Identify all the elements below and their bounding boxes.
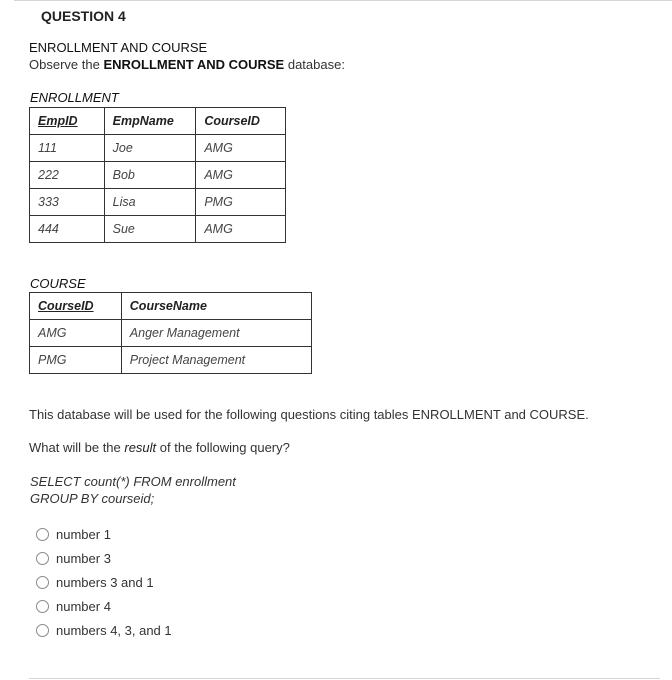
- sql-line: GROUP BY courseid;: [30, 491, 155, 506]
- table-header-row: [30, 293, 312, 320]
- bottom-divider: [29, 678, 660, 679]
- table-row: [30, 320, 312, 347]
- observe-instruction: [29, 57, 345, 72]
- table-cell: 444: [30, 216, 105, 243]
- table-row: [30, 216, 286, 243]
- top-divider: [14, 0, 672, 1]
- answer-option-label[interactable]: number 4: [56, 598, 111, 614]
- column-header: CourseID: [196, 108, 286, 135]
- table-cell: 222: [30, 162, 105, 189]
- answer-option-label[interactable]: number 3: [56, 550, 111, 566]
- column-header: CourseID: [30, 293, 122, 320]
- prompt-prefix: What will be the: [29, 440, 125, 455]
- table-cell: Joe: [104, 135, 196, 162]
- enrollment-table: [29, 107, 286, 243]
- answer-option[interactable]: [36, 598, 111, 614]
- table-cell: PMG: [196, 189, 286, 216]
- table-cell: AMG: [196, 162, 286, 189]
- table-header-row: [30, 108, 286, 135]
- prompt-suffix: of the following query?: [156, 440, 290, 455]
- observe-prefix: Observe the: [29, 57, 104, 72]
- table-row: [30, 135, 286, 162]
- answer-option[interactable]: [36, 622, 172, 638]
- radio-button[interactable]: [36, 528, 49, 541]
- table-cell: AMG: [196, 216, 286, 243]
- answer-option-label[interactable]: numbers 3 and 1: [56, 574, 154, 590]
- radio-button[interactable]: [36, 600, 49, 613]
- radio-button[interactable]: [36, 552, 49, 565]
- sql-query: [30, 473, 236, 507]
- table-cell: Bob: [104, 162, 196, 189]
- question-label: QUESTION 4: [41, 8, 126, 24]
- table-cell: Sue: [104, 216, 196, 243]
- table-cell: Lisa: [104, 189, 196, 216]
- course-table: [29, 292, 312, 374]
- column-header: EmpName: [104, 108, 196, 135]
- answer-option[interactable]: [36, 526, 111, 542]
- column-header: CourseName: [121, 293, 311, 320]
- usage-note: This database will be used for the following questions citing tables ENROLLMENT and COURSE.: [29, 407, 589, 422]
- column-header: EmpID: [30, 108, 105, 135]
- answer-option[interactable]: [36, 574, 154, 590]
- table-cell: 111: [30, 135, 105, 162]
- table-cell: AMG: [30, 320, 122, 347]
- radio-button[interactable]: [36, 624, 49, 637]
- question-prompt: [29, 440, 290, 455]
- course-table-name: COURSE: [30, 276, 86, 291]
- answer-option-label[interactable]: number 1: [56, 526, 111, 542]
- table-cell: Anger Management: [121, 320, 311, 347]
- observe-suffix: database:: [284, 57, 345, 72]
- radio-button[interactable]: [36, 576, 49, 589]
- table-row: [30, 189, 286, 216]
- section-title: ENROLLMENT AND COURSE: [29, 40, 208, 55]
- enrollment-table-name: ENROLLMENT: [30, 90, 119, 105]
- table-cell: AMG: [196, 135, 286, 162]
- table-row: [30, 347, 312, 374]
- answer-option-label[interactable]: numbers 4, 3, and 1: [56, 622, 172, 638]
- observe-bold: ENROLLMENT AND COURSE: [103, 57, 285, 72]
- table-row: [30, 162, 286, 189]
- table-cell: Project Management: [121, 347, 311, 374]
- sql-line: SELECT count(*) FROM enrollment: [30, 474, 236, 489]
- prompt-italic: result: [124, 440, 157, 455]
- table-cell: PMG: [30, 347, 122, 374]
- answer-option[interactable]: [36, 550, 111, 566]
- table-cell: 333: [30, 189, 105, 216]
